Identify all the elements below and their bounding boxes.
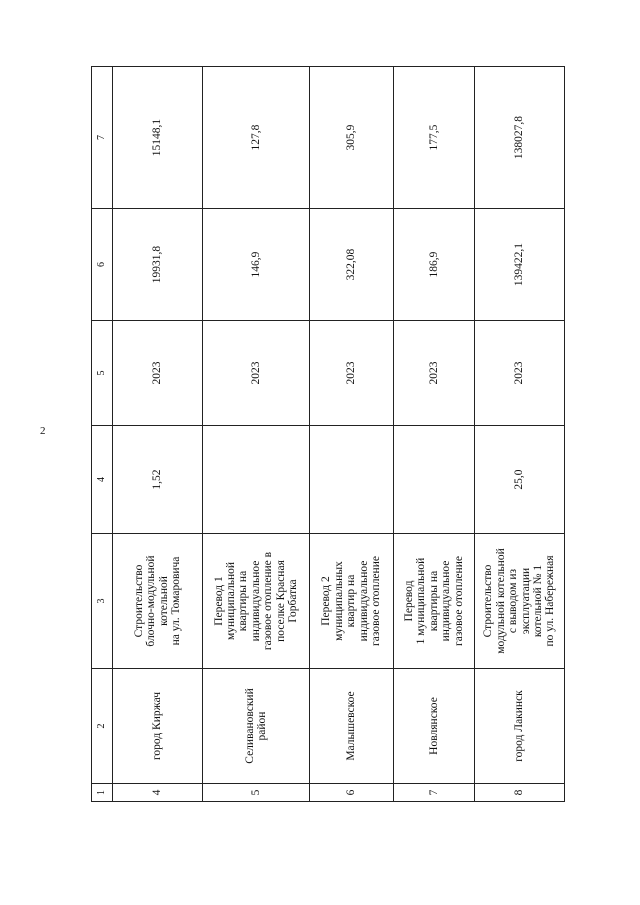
municipality-cell: Новлянское [394,669,475,784]
activity-cell: Перевод 2 муниципальных квартир на индивидуальное газовое отопление [310,534,394,669]
header-cell: 1 [92,784,113,802]
row-number-cell: 4 [113,784,203,802]
year-cell: 2023 [394,321,475,426]
year-cell: 2023 [203,321,310,426]
header-cell: 3 [92,534,113,669]
year-cell: 2023 [113,321,203,426]
document-table-rotated [91,67,561,802]
capacity-cell: 25,0 [475,426,565,534]
row-number-cell: 7 [394,784,475,802]
capacity-cell: 1,52 [113,426,203,534]
year-cell: 2023 [310,321,394,426]
header-cell: 2 [92,669,113,784]
table-row [310,67,394,802]
funding-cell: 305,9 [310,67,394,209]
table-rotation-frame [91,67,561,802]
capacity-cell [394,426,475,534]
header-cell: 7 [92,67,113,209]
header-cell: 5 [92,321,113,426]
municipality-cell: город Киржач [113,669,203,784]
header-row [92,67,113,802]
table-row [113,67,203,802]
cost-cell: 186,9 [394,209,475,321]
municipality-cell: город Лакинск [475,669,565,784]
funding-cell: 138027,8 [475,67,565,209]
year-cell: 2023 [475,321,565,426]
capacity-cell [310,426,394,534]
capacity-cell [203,426,310,534]
cost-cell: 19931,8 [113,209,203,321]
page-number: 2 [40,425,46,437]
municipality-cell: Малышевское [310,669,394,784]
cost-cell: 146,9 [203,209,310,321]
funding-cell: 15148,1 [113,67,203,209]
activity-cell: Перевод 1 муниципальной квартиры на индивидуальное газовое отопление [394,534,475,669]
row-number-cell: 6 [310,784,394,802]
funding-cell: 127,8 [203,67,310,209]
cost-cell: 139422,1 [475,209,565,321]
activity-cell: Строительство блочно-модульной котельной на ул. Томаровича [113,534,203,669]
table-row [475,67,565,802]
municipality-cell: Селивановский район [203,669,310,784]
header-cell: 6 [92,209,113,321]
row-number-cell: 5 [203,784,310,802]
row-number-cell: 8 [475,784,565,802]
table-row [203,67,310,802]
activity-cell: Строительство модульной котельной с выводом из эксплуатации котельной № 1 по ул. Набережная [475,534,565,669]
header-cell: 4 [92,426,113,534]
table-row [394,67,475,802]
activity-cell: Перевод 1 муниципальной квартиры на индивидуальное газовое отопление в поселке Красная Горбатка [203,534,310,669]
cost-cell: 322,08 [310,209,394,321]
data-table [91,66,565,802]
funding-cell: 177,5 [394,67,475,209]
